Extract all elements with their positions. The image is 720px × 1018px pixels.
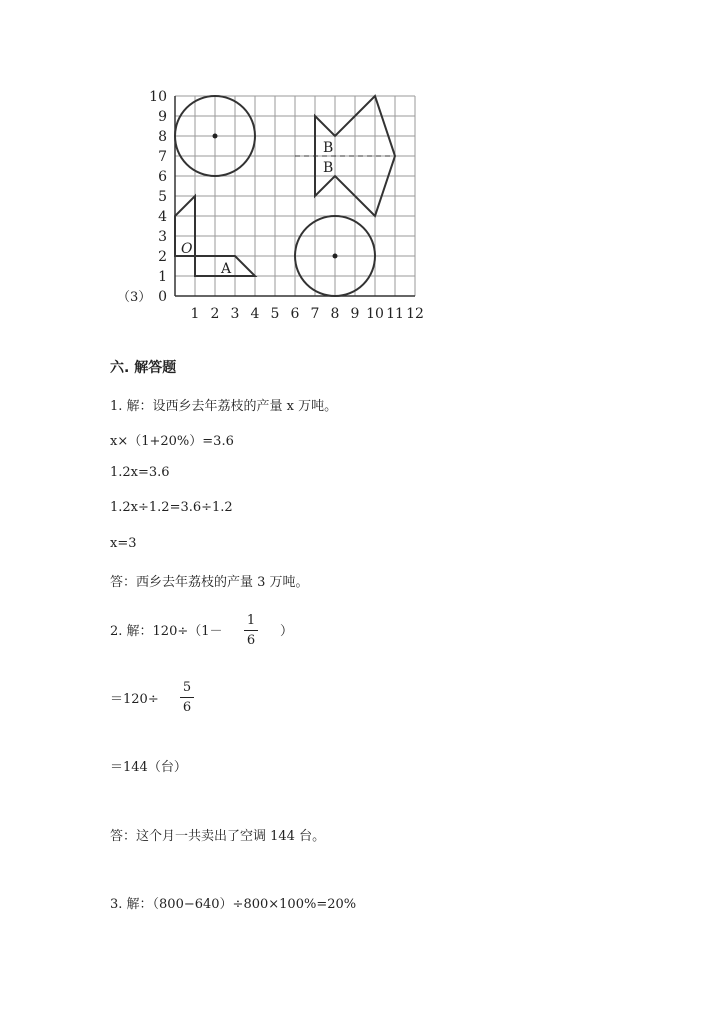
y-tick-label: 5 (158, 189, 167, 205)
label-b-bottom: B (323, 160, 334, 176)
x-tick-label: 2 (210, 306, 220, 320)
p1-line3: 1.2x=3.6 (110, 465, 170, 480)
x-tick-label: 9 (350, 306, 360, 320)
center-dot (213, 134, 218, 139)
x-tick-label: 1 (190, 306, 200, 320)
p3-line1: 3. 解：（800−640）÷800×100%=20% (110, 897, 357, 912)
label-b-top: B (323, 140, 334, 156)
label-o: O (181, 241, 193, 257)
x-tick-label: 4 (250, 306, 260, 320)
fraction-bar (180, 697, 194, 698)
x-tick-label: 11 (386, 306, 404, 320)
x-tick-label: 7 (310, 306, 320, 320)
x-tick-label: 8 (330, 306, 340, 320)
x-tick-label: 3 (230, 306, 240, 320)
label-a: A (221, 261, 232, 277)
p1-answer: 答：西乡去年荔枝的产量 3 万吨。 (110, 575, 309, 590)
y-tick-label: 10 (149, 90, 167, 105)
y-tick-label: 1 (158, 269, 167, 285)
y-tick-label: 7 (158, 149, 167, 165)
p1-line4: 1.2x÷1.2=3.6÷1.2 (110, 500, 233, 515)
problem-number-label: （3） (117, 290, 152, 305)
x-tick-label: 5 (270, 306, 280, 320)
fraction-denominator: 6 (246, 633, 256, 648)
p2-line2-prefix: ＝120÷ (110, 692, 159, 707)
y-tick-label: 2 (158, 249, 167, 265)
y-tick-label: 3 (158, 229, 167, 245)
grid-lines (175, 96, 415, 296)
section-title: 六. 解答题 (110, 360, 177, 376)
x-tick-label: 10 (366, 306, 384, 320)
x-tick-label: 6 (290, 306, 300, 320)
fraction-numerator: 1 (246, 613, 256, 628)
fraction-numerator: 5 (182, 680, 192, 695)
x-tick-label: 12 (406, 306, 424, 320)
p2-answer: 答：这个月一共卖出了空调 144 台。 (110, 829, 326, 844)
y-tick-label: 8 (158, 129, 167, 145)
y-tick-label: 4 (158, 209, 167, 225)
coordinate-grid-figure (145, 90, 430, 320)
p1-line2: x×（1+20%）=3.6 (110, 434, 234, 449)
p2-line1-suffix: ） (280, 624, 294, 639)
y-axis-labels (149, 90, 167, 305)
y-tick-label: 9 (158, 109, 167, 125)
fraction-five-sixths (180, 680, 194, 715)
p2-line1-prefix: 2. 解：120÷（1－ (110, 624, 223, 639)
fraction-one-sixth (244, 613, 258, 648)
center-dot (333, 254, 338, 259)
y-tick-label: 6 (158, 169, 167, 185)
x-axis-labels (191, 306, 424, 320)
p2-line3: ＝144（台） (110, 760, 187, 775)
fraction-bar (244, 630, 258, 631)
fraction-denominator: 6 (182, 700, 192, 715)
p1-line5: x=3 (110, 536, 137, 551)
p1-line1: 1. 解：设西乡去年荔枝的产量 x 万吨。 (110, 399, 338, 414)
y-tick-label: 0 (158, 289, 167, 305)
